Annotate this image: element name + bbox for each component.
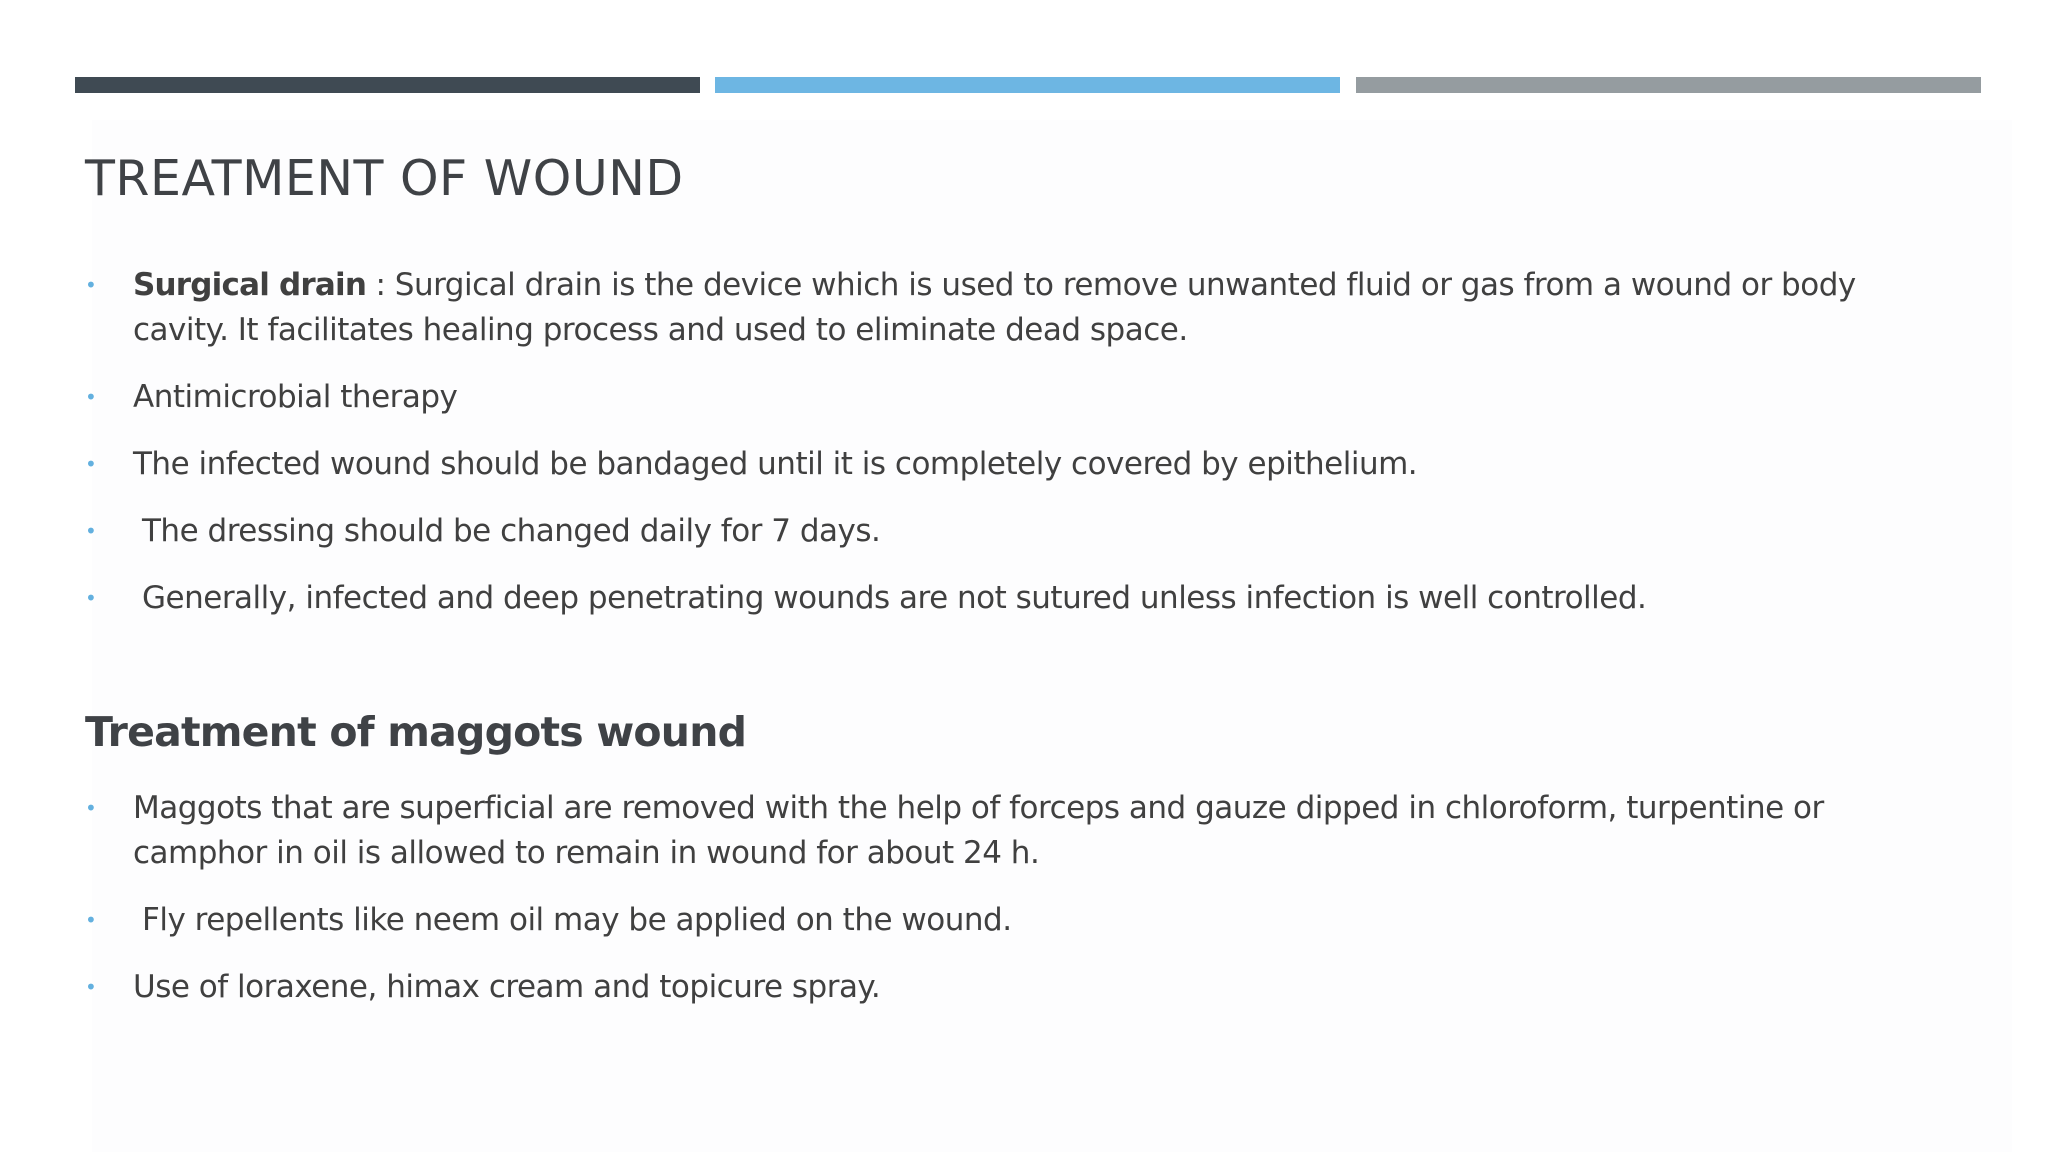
list-item — [85, 898, 1885, 943]
list-item — [85, 509, 1885, 554]
bullet-body: : Surgical drain is the device which is used to remove unwanted fluid or gas from a wound or body cavity. It facilitates healing process and used to eliminate dead space. — [133, 267, 1856, 348]
bullet-text: Maggots that are superficial are removed with the help of forceps and gauze dipped in chloroform, turpentine or camphor in oil is allowed to remain in wound for about 24 h. — [133, 790, 1824, 871]
bullet-text: Generally, infected and deep penetrating wounds are not sutured unless infection is well controlled. — [142, 580, 1647, 616]
accent-bar-gray — [1356, 77, 1981, 93]
bullet-lead: Surgical drain — [133, 267, 367, 303]
bullet-icon: • — [85, 796, 97, 820]
list-item — [85, 375, 1885, 420]
list-item — [85, 786, 1885, 876]
bullet-text: Use of loraxene, himax cream and topicure spray. — [133, 969, 881, 1005]
bullet-icon: • — [85, 908, 97, 932]
bullet-icon: • — [85, 519, 97, 543]
bullet-icon: • — [85, 975, 97, 999]
bullet-icon: • — [85, 273, 97, 297]
list-item — [85, 263, 1885, 353]
bullet-text — [133, 267, 1856, 348]
bullet-text: Antimicrobial therapy — [133, 379, 458, 415]
bullet-text: The infected wound should be bandaged until it is completely covered by epithelium. — [133, 446, 1418, 482]
list-item — [85, 442, 1885, 487]
bullet-icon: • — [85, 586, 97, 610]
accent-bar-dark — [75, 77, 700, 93]
list-item — [85, 576, 1885, 621]
bullet-text: The dressing should be changed daily for 7 days. — [142, 513, 881, 549]
bullet-text: Fly repellents like neem oil may be applied on the wound. — [142, 902, 1012, 938]
slide-title: TREATMENT OF WOUND — [85, 150, 684, 207]
accent-bar-blue — [715, 77, 1340, 93]
bullet-icon: • — [85, 452, 97, 476]
list-item — [85, 965, 1885, 1010]
maggots-treatment-list — [85, 786, 1885, 1032]
section-heading: Treatment of maggots wound — [85, 708, 747, 756]
wound-treatment-list — [85, 263, 1885, 643]
bullet-icon: • — [85, 385, 97, 409]
